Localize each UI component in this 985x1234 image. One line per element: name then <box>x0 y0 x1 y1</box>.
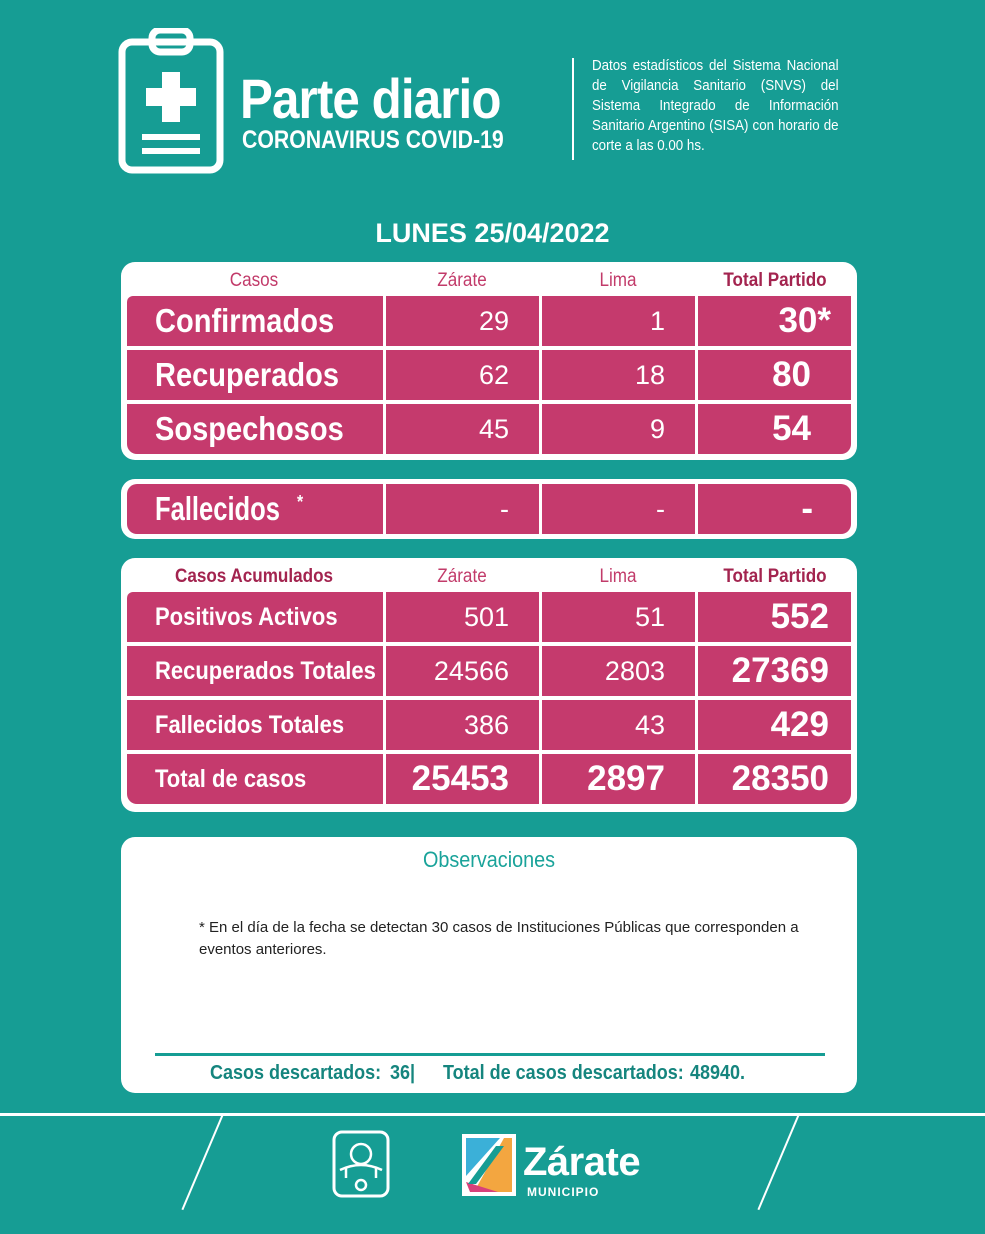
col-header-casos-acumulados: Casos Acumulados <box>174 566 334 587</box>
footer-divider <box>0 1113 985 1116</box>
clipboard-medical-icon <box>118 28 224 174</box>
cell-activos-total: 552 <box>698 592 851 642</box>
cell-sospechosos-zarate: 45 <box>386 404 539 454</box>
cell-recuperados-zarate: 62 <box>386 350 539 400</box>
total-discarded-value: 48940. <box>690 1062 746 1084</box>
cell-activos-lima: 51 <box>542 592 695 642</box>
cell-sospechosos-lima: 9 <box>542 404 695 454</box>
observations-title: Observaciones <box>422 847 556 872</box>
footer-slash-right <box>757 1114 799 1211</box>
cell-confirmados-zarate: 29 <box>386 296 539 346</box>
row-label-recuperados: Recuperados <box>127 350 383 400</box>
cell-fallecidos-totales-zarate: 386 <box>386 700 539 750</box>
discarded-value: 36| <box>390 1062 416 1084</box>
discarded-label: Casos descartados: <box>210 1062 382 1084</box>
cell-fallecidos-totales-lima: 43 <box>542 700 695 750</box>
cell-total-casos-zarate: 25453 <box>386 754 539 804</box>
col-header-total: Total Partido <box>723 270 827 291</box>
row-label-sospechosos: Sospechosos <box>127 404 383 454</box>
col-header-total: Total Partido <box>723 566 827 587</box>
col-header-lima: Lima <box>599 566 637 587</box>
cell-confirmados-lima: 1 <box>542 296 695 346</box>
row-label-positivos-activos: Positivos Activos <box>127 592 383 642</box>
col-header-zarate: Zárate <box>437 566 487 587</box>
col-header-casos: Casos <box>229 270 279 291</box>
row-label-fallecidos: Fallecidos * <box>127 484 383 534</box>
footer-slash-left <box>181 1114 223 1211</box>
row-label-total-casos: Total de casos <box>127 754 383 804</box>
source-note: Datos estadísticos del Sistema Nacional de Vigilancia Sanitario (SNVS) del Sistema Integrado de Información Sanitario Argentino (SISA) con horario de corte a las 0.00 hs. <box>592 58 839 154</box>
page-subtitle: CORONAVIRUS COVID-19 <box>242 126 504 154</box>
col-header-lima: Lima <box>599 270 637 291</box>
row-label-fallecidos-totales: Fallecidos Totales <box>127 700 383 750</box>
cell-activos-zarate: 501 <box>386 592 539 642</box>
cell-total-casos-total: 28350 <box>698 754 851 804</box>
header-divider <box>572 58 574 160</box>
cell-sospechosos-total: 54 <box>698 404 851 454</box>
daily-cases-table <box>121 262 857 460</box>
cell-recuperados-totales-zarate: 24566 <box>386 646 539 696</box>
cell-recuperados-totales-lima: 2803 <box>542 646 695 696</box>
observations-text: * En el día de la fecha se detectan 30 casos de Instituciones Públicas que corresponden a eventos anteriores. <box>199 919 799 958</box>
cumulative-cases-table <box>121 558 857 812</box>
cell-recuperados-total: 80 <box>698 350 851 400</box>
deaths-table <box>121 479 857 539</box>
cell-confirmados-total: 30* <box>698 296 851 346</box>
cell-total-casos-lima: 2897 <box>542 754 695 804</box>
cell-fallecidos-lima: - <box>542 484 695 534</box>
report-date: LUNES 25/04/2022 <box>375 218 610 248</box>
page-title: Parte diario <box>240 67 501 130</box>
observations-divider <box>155 1053 825 1056</box>
brand-subtitle: MUNICIPIO <box>527 1185 600 1199</box>
cell-fallecidos-zarate: - <box>386 484 539 534</box>
cell-recuperados-lima: 18 <box>542 350 695 400</box>
observations-panel <box>121 837 857 1093</box>
row-label-recuperados-totales: Recuperados Totales <box>127 646 383 696</box>
row-label-confirmados: Confirmados <box>127 296 383 346</box>
cell-recuperados-totales-total: 27369 <box>698 646 851 696</box>
zarate-logo-icon <box>460 1132 518 1198</box>
cell-fallecidos-totales-total: 429 <box>698 700 851 750</box>
city-shield-icon <box>332 1130 390 1198</box>
cell-fallecidos-total: - <box>698 484 851 534</box>
total-discarded-label: Total de casos descartados: <box>443 1062 684 1084</box>
brand-name: Zárate <box>523 1140 641 1184</box>
col-header-zarate: Zárate <box>437 270 487 291</box>
